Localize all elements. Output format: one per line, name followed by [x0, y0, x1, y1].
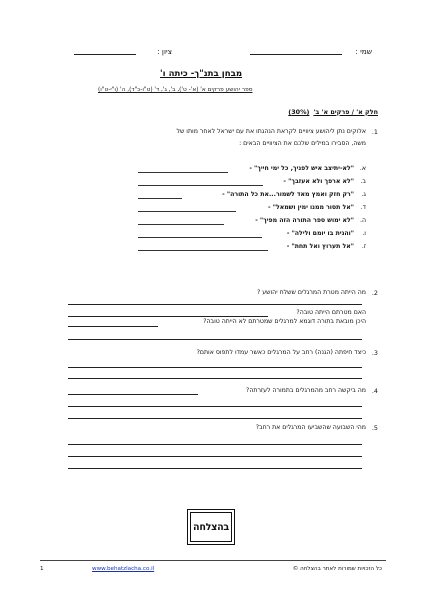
item-quote: "רק חזק ואמץ מאד לשמור...את כל התורה" -: [222, 191, 354, 198]
question-1-text-line1: אלוקים נתן ליהושע ציוויים לקראת הנהגתו את עם ישראל לאחר מותו של: [176, 128, 366, 135]
answer-line[interactable]: [68, 316, 268, 317]
item-letter: ד.: [360, 204, 366, 211]
logo-text: בהצלחה: [193, 521, 229, 533]
answer-line[interactable]: [138, 185, 263, 186]
grade-field[interactable]: [74, 54, 136, 55]
section-header: [288, 108, 378, 116]
item-quote: "אל תסור ממנו ימין ושמאל" -: [268, 204, 354, 211]
page-subtitle: ספר יהושע פרקים א' (א'- ט'), ב', ג', ד' (ט"ו-כ"ד), ה' (ו"י-ט"ו): [98, 87, 253, 93]
page-number: 1: [40, 566, 44, 572]
question-2-sub1: האם מטרתם הייתה טובה?: [296, 309, 366, 316]
answer-line[interactable]: [138, 211, 236, 212]
footer-copyright: כל הזכויות שמורות לאתר בהצלחה ©: [292, 566, 382, 572]
footer-divider: [40, 560, 386, 561]
question-3-number: 3.: [371, 349, 378, 357]
item-quote: "אל תערוץ ואל תחת" -: [286, 243, 354, 250]
item-quote: "לא-יתיצב איש לפניך, כל ימי חייך" -: [249, 165, 354, 172]
page-title: מבחן בתנ"ך- כיתה ו': [160, 69, 243, 79]
answer-line[interactable]: [68, 378, 362, 379]
answer-line[interactable]: [68, 406, 362, 407]
question-2-text: מה הייתה מטרת המרגלים ששלח יהושע ?: [256, 289, 366, 296]
answer-line[interactable]: [138, 198, 182, 199]
item-letter: א.: [359, 165, 366, 172]
answer-line[interactable]: [68, 304, 362, 305]
name-label: שמי :: [355, 47, 372, 56]
item-letter: ה.: [359, 217, 366, 224]
item-letter: ז.: [361, 243, 366, 250]
answer-line[interactable]: [138, 250, 268, 251]
answer-line[interactable]: [68, 339, 362, 340]
section-weight: (30%): [288, 108, 310, 116]
answer-line[interactable]: [138, 224, 224, 225]
behatzlacha-logo: [187, 509, 235, 545]
name-field[interactable]: [250, 54, 342, 55]
item-quote: "לא ימוש ספר התורה הזה מפיך" -: [255, 217, 354, 224]
question-4-number: 4.: [371, 387, 378, 395]
answer-line[interactable]: [68, 367, 362, 368]
question-1-text-line2: משה, הסבירו במילים שלכם את הציוויים הבאים :: [239, 140, 366, 147]
item-letter: ב.: [360, 178, 366, 185]
question-4-text: מה ביקשה רחב מהמרגלים בתמורה לעזרתה?: [246, 387, 366, 394]
item-letter: ו.: [362, 230, 366, 237]
answer-line[interactable]: [68, 394, 198, 395]
item-quote: "והגית בו יומם ולילה" -: [286, 230, 354, 237]
question-1-number: 1.: [371, 128, 378, 136]
question-5-text: מהי השבועה שהשביעו המרגלים את רחב?: [255, 424, 366, 431]
answer-line[interactable]: [68, 418, 362, 419]
item-letter: ג.: [361, 191, 366, 198]
footer-website-link[interactable]: www.behatzlacha.co.il: [92, 566, 155, 572]
answer-line[interactable]: [68, 468, 362, 469]
answer-line[interactable]: [138, 237, 262, 238]
question-2-number: 2.: [371, 289, 378, 297]
section-label: חלק א' / פרקים א' ב': [313, 108, 378, 116]
answer-line[interactable]: [138, 172, 228, 173]
answer-line[interactable]: [68, 444, 362, 445]
question-2-sub2: היכן מובאת בתורה דוגמא למרגלים שמטרתם לא הייתה טובה?: [203, 318, 366, 325]
question-5-number: 5.: [371, 424, 378, 432]
question-3-text: כיצד חיפתה (הגנה) רחב על המרגלים כאשר עמדו לתפוס אותם?: [196, 349, 366, 356]
answer-line[interactable]: [68, 456, 362, 457]
grade-label: ציון :: [157, 47, 172, 56]
item-quote: "לא ארפך ולא אעזבך" -: [283, 178, 354, 185]
answer-line[interactable]: [68, 326, 158, 327]
